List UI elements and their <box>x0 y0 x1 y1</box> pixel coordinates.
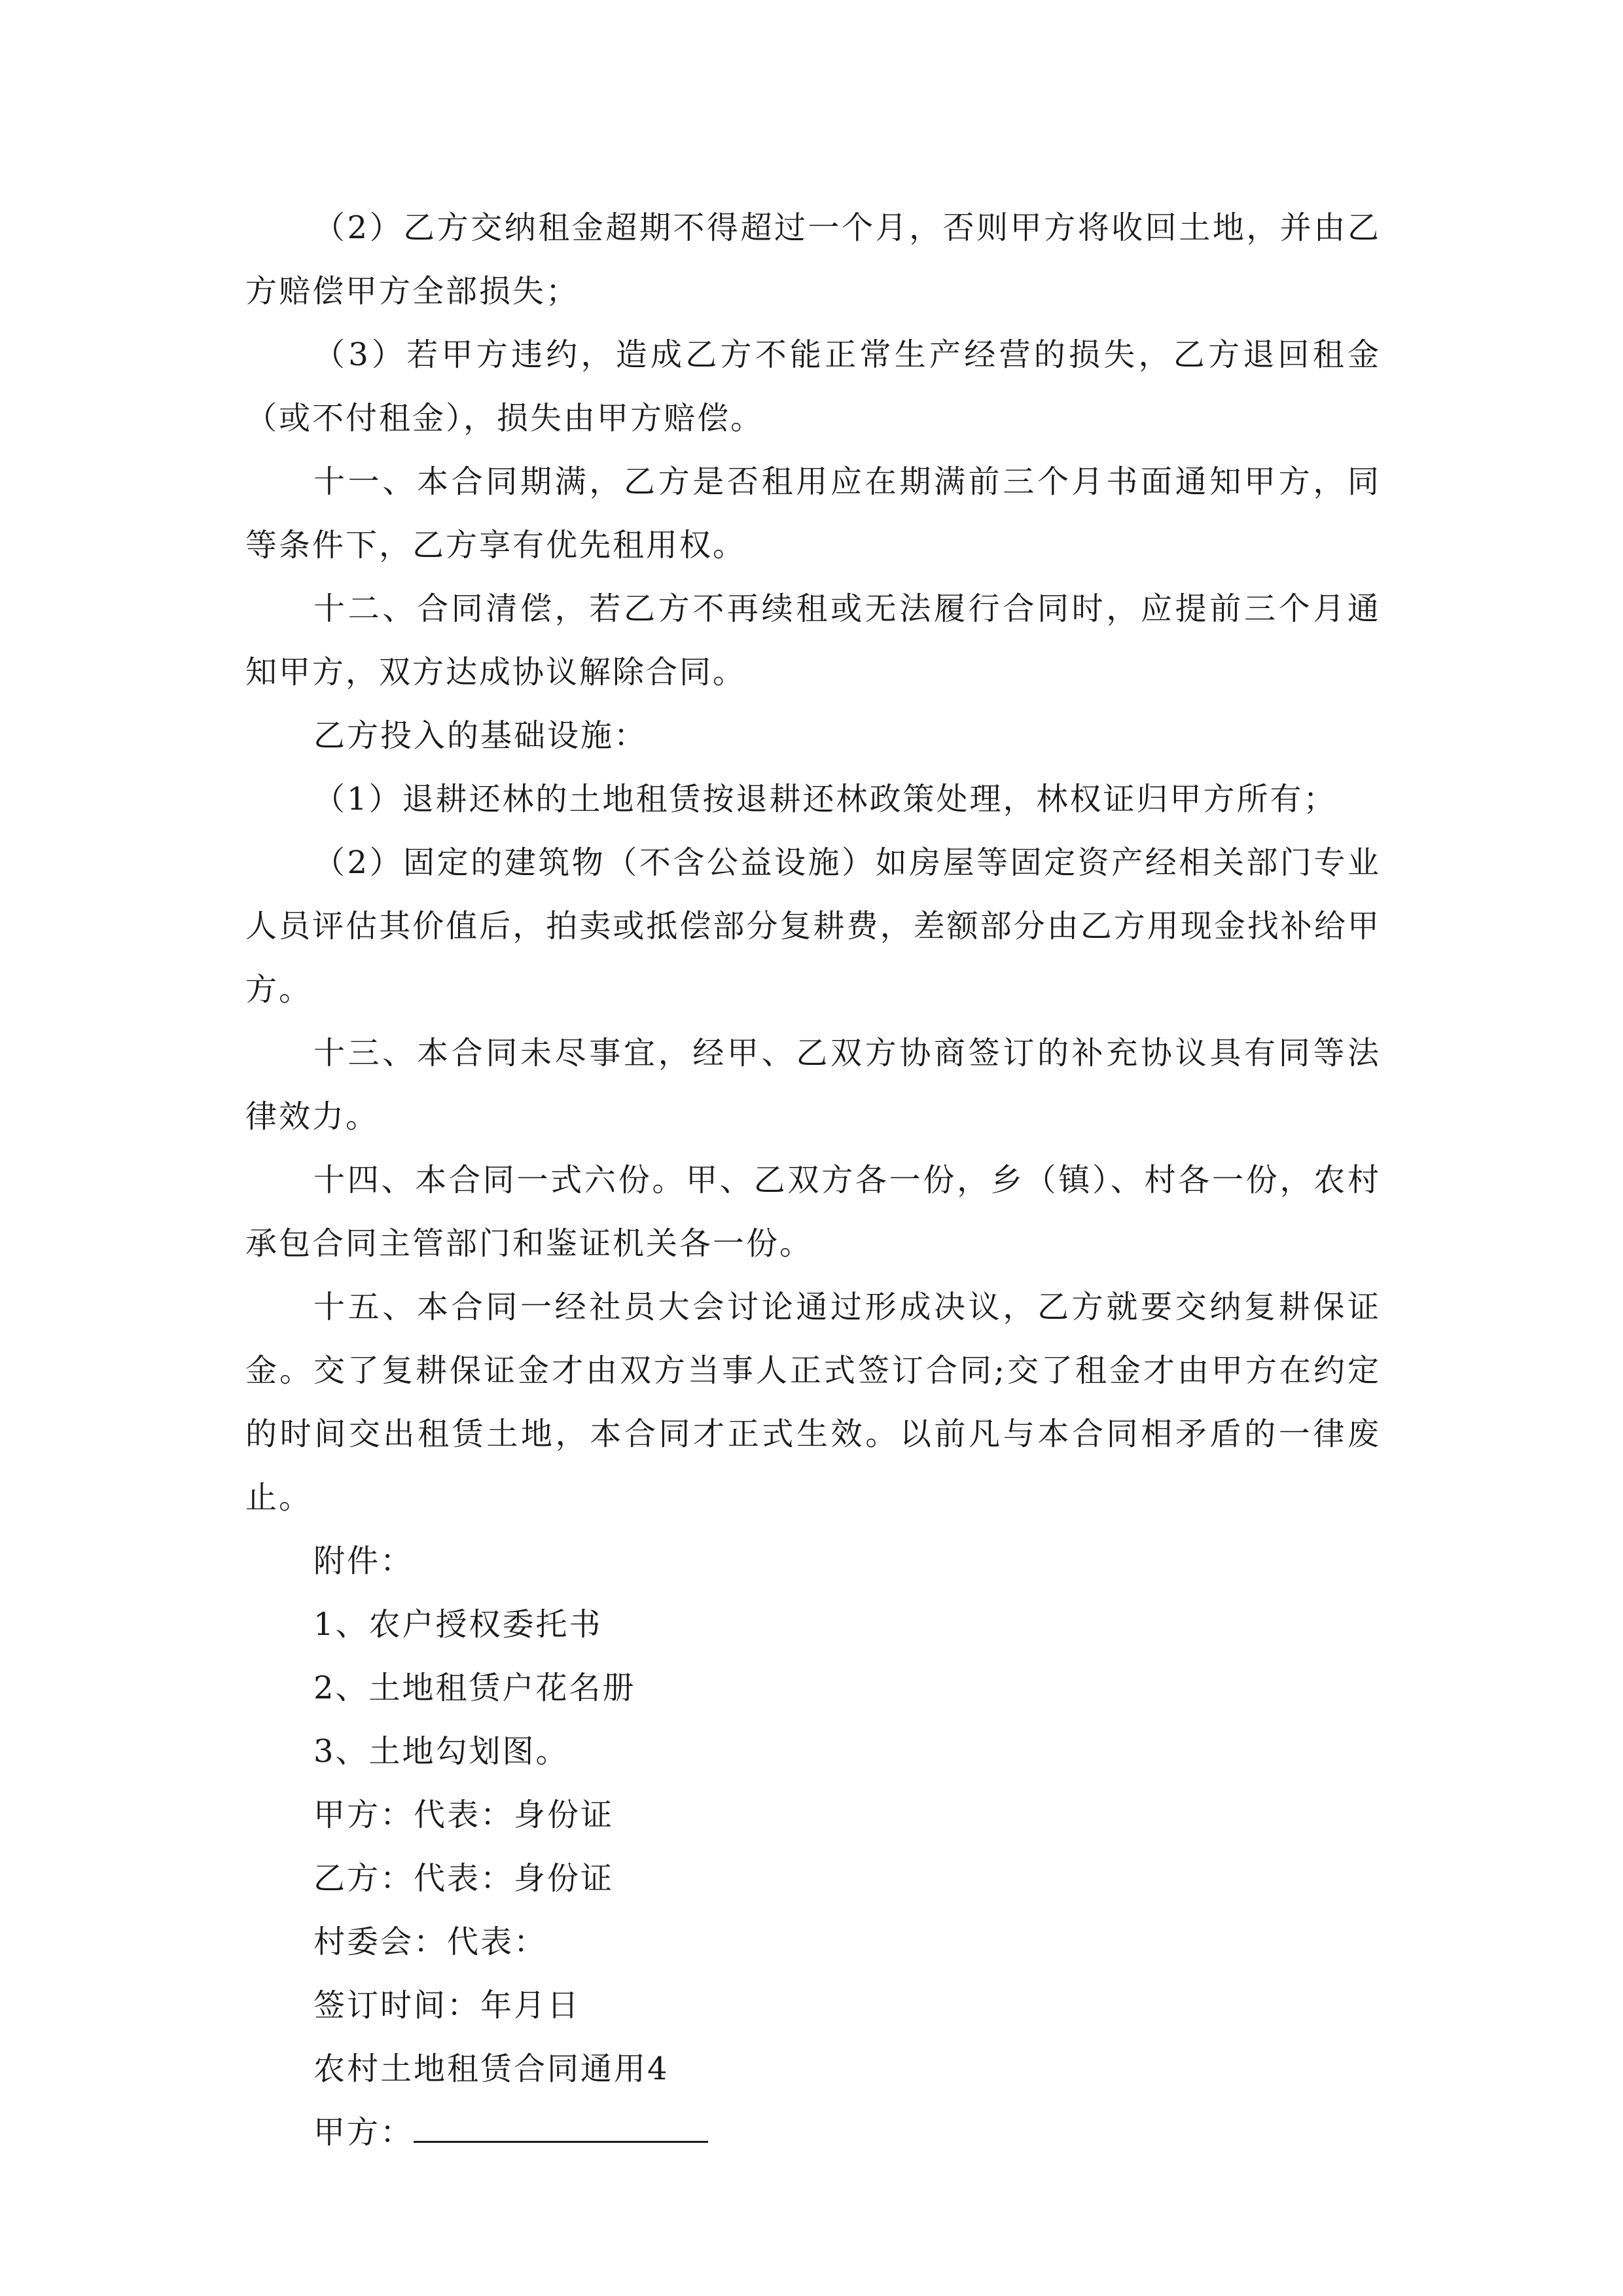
clause-13: 十三、本合同未尽事宜，经甲、乙双方协商签订的补充协议具有同等法律效力。 <box>245 1035 1381 1135</box>
party-a-line <box>245 2101 1381 2164</box>
attachment-2: 2、土地租赁户花名册 <box>313 1670 636 1706</box>
facilities-heading: 乙方投入的基础设施： <box>313 717 648 754</box>
clause-10-3: （3）若甲方违约，造成乙方不能正常生产经营的损失，乙方退回租金（或不付租金），损失由甲方赔偿。 <box>245 336 1381 437</box>
attachment-3: 3、土地勾划图。 <box>313 1733 569 1770</box>
clause-12: 十二、合同清偿，若乙方不再续租或无法履行合同时，应提前三个月通知甲方，双方达成协议解除合同。 <box>245 590 1381 691</box>
facilities-item-2: （2）固定的建筑物（不含公益设施）如房屋等固定资产经相关部门专业人员评估其价值后，拍卖或抵偿部分复耕费，差额部分由乙方用现金找补给甲方。 <box>245 844 1381 1008</box>
clause-14: 十四、本合同一式六份。甲、乙双方各一份，乡（镇）、村各一份，农村承包合同主管部门和鉴证机关各一份。 <box>245 1162 1381 1262</box>
next-contract-title: 农村土地租赁合同通用4 <box>313 2051 669 2087</box>
signing-date-line: 签订时间：年月日 <box>313 1987 581 2024</box>
party-a-blank <box>414 2102 708 2143</box>
clause-15: 十五、本合同一经社员大会讨论通过形成决议，乙方就要交纳复耕保证金。交了复耕保证金才由双方当事人正式签订合同;交了租金才由甲方在约定的时间交出租赁土地，本合同才正式生效。以前凡与本合同相矛盾的一律废止。 <box>245 1289 1381 1516</box>
village-committee-line: 村委会：代表： <box>313 1924 548 1960</box>
clause-11: 十一、本合同期满，乙方是否租用应在期满前三个月书面通知甲方，同等条件下，乙方享有优先租用权。 <box>245 463 1381 564</box>
attachment-1: 1、农户授权委托书 <box>313 1606 603 1643</box>
party-b-signature-line: 乙方：代表：身份证 <box>313 1860 615 1897</box>
clause-10-2: （2）乙方交纳租金超期不得超过一个月，否则甲方将收回土地，并由乙方赔偿甲方全部损失； <box>245 209 1381 310</box>
facilities-item-1: （1）退耕还林的土地租赁按退耕还林政策处理，林权证归甲方所有； <box>313 781 1337 817</box>
party-a-label: 甲方： <box>313 2114 414 2151</box>
attachments-heading: 附件： <box>313 1543 414 1579</box>
document-page <box>245 196 1381 2164</box>
party-a-signature-line: 甲方：代表：身份证 <box>313 1797 615 1833</box>
